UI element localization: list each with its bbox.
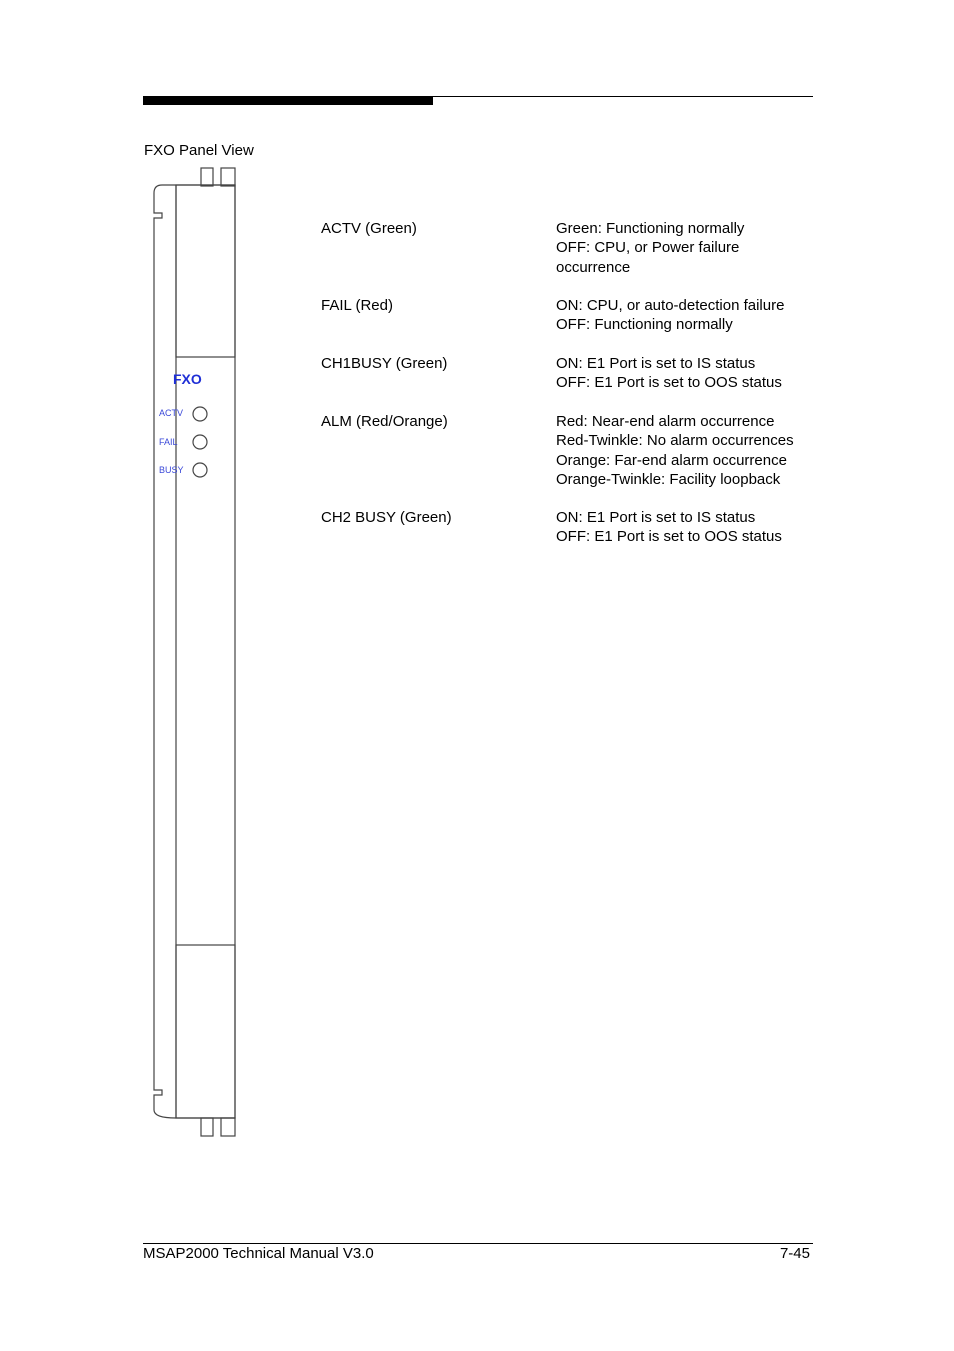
top-connector-right (221, 168, 235, 186)
page-number: 7-45 (779, 1245, 810, 1262)
signal-fail: FAIL (Red) (321, 297, 393, 314)
desc-line: OFF: Functioning normally (556, 316, 733, 334)
led-busy-icon (193, 463, 207, 477)
desc-line: OFF: E1 Port is set to OOS status (556, 374, 782, 392)
figure-caption: FXO Panel View (144, 142, 254, 159)
desc-alm (556, 412, 794, 490)
desc-fail (556, 296, 784, 335)
led-label-fail: FAIL (159, 437, 178, 447)
led-fail-icon (193, 435, 207, 449)
footer-title: MSAP2000 Technical Manual V3.0 (143, 1245, 374, 1262)
footer-rule (143, 1243, 813, 1244)
desc-line: Orange-Twinkle: Facility loopback (556, 471, 781, 489)
desc-ch2busy (556, 508, 782, 547)
desc-line: OFF: E1 Port is set to OOS status (556, 528, 782, 546)
desc-line: Orange: Far-end alarm occurrence (556, 451, 787, 469)
desc-line: Red-Twinkle: No alarm occurrences (556, 432, 794, 450)
desc-actv (556, 219, 744, 277)
fxo-panel-drawing (148, 165, 243, 1140)
top-handle-block (176, 185, 235, 357)
led-label-busy: BUSY (159, 465, 184, 475)
faceplate-outline (154, 185, 235, 1118)
panel-label: FXO (173, 371, 202, 387)
bottom-connector-right (221, 1118, 235, 1136)
signal-actv: ACTV (Green) (321, 220, 417, 237)
desc-line: ON: E1 Port is set to IS status (556, 509, 756, 526)
desc-line: ON: CPU, or auto-detection failure (556, 297, 785, 314)
header-rule-thick (143, 96, 433, 105)
signal-alm: ALM (Red/Orange) (321, 413, 448, 430)
bottom-connector-left (201, 1118, 213, 1136)
signal-ch2busy: CH2 BUSY (Green) (321, 509, 452, 526)
desc-line: Red: Near-end alarm occurrence (556, 413, 775, 430)
bottom-handle-block (176, 945, 235, 1118)
desc-line: Green: Functioning normally (556, 220, 745, 237)
desc-line: occurrence (556, 258, 631, 276)
desc-line: OFF: CPU, or Power failure (556, 239, 740, 257)
desc-line: ON: E1 Port is set to IS status (556, 355, 756, 372)
top-connector-left (201, 168, 213, 186)
header-rule-thin (143, 96, 813, 97)
signal-ch1busy: CH1BUSY (Green) (321, 355, 448, 372)
desc-ch1busy (556, 354, 782, 393)
led-actv-icon (193, 407, 207, 421)
led-label-actv: ACTV (159, 408, 184, 418)
